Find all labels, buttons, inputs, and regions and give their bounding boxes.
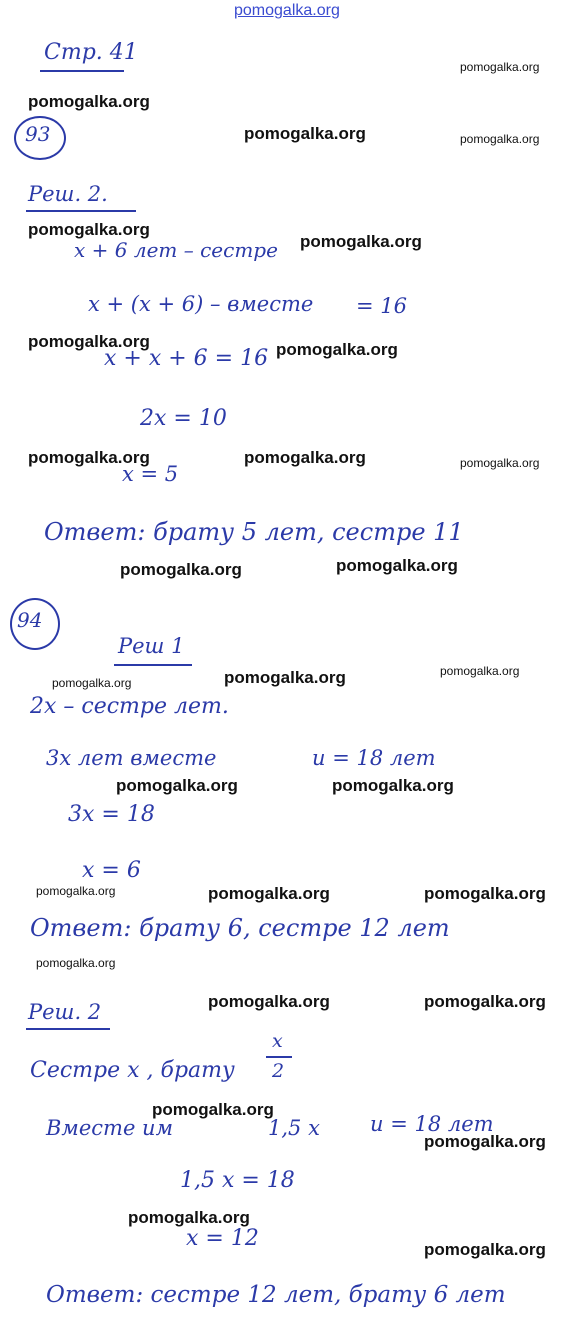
task-94-s2-line-2b: 1,5 x <box>268 1116 320 1140</box>
watermark: pomogalka.org <box>28 332 150 351</box>
watermark: pomogalka.org <box>52 676 132 690</box>
task-94-s1-line-4: x = 6 <box>82 858 141 883</box>
watermark: pomogalka.org <box>208 992 330 1011</box>
watermark: pomogalka.org <box>424 1132 546 1151</box>
task-94-s2-line-1: Сестре x , брату <box>30 1058 235 1083</box>
task-94-s2-line-4: x = 12 <box>186 1226 259 1251</box>
task-93-answer: Ответ: брату 5 лет, сестре 11 <box>44 518 464 546</box>
watermark: pomogalka.org <box>116 776 238 795</box>
watermark: pomogalka.org <box>36 884 116 898</box>
watermark: pomogalka.org <box>460 132 540 146</box>
task-93-line-4: 2x = 10 <box>140 406 227 431</box>
watermark: pomogalka.org <box>460 456 540 470</box>
watermark: pomogalka.org <box>224 668 346 687</box>
watermark: pomogalka.org <box>120 560 242 579</box>
watermark: pomogalka.org <box>336 556 458 575</box>
task-93-number: 93 <box>25 122 51 146</box>
watermark: pomogalka.org <box>208 884 330 903</box>
watermark: pomogalka.org <box>332 776 454 795</box>
fraction-bar <box>266 1056 292 1058</box>
watermark: pomogalka.org <box>28 448 150 467</box>
task-93-line-2: x + (x + 6) – вместе <box>88 292 314 316</box>
task-93-line-3: x + x + 6 = 16 <box>104 346 269 371</box>
watermark: pomogalka.org <box>276 340 398 359</box>
fraction-denominator: 2 <box>272 1060 285 1082</box>
task-94-solution-1-label: Реш 1 <box>118 634 185 658</box>
task-93-line-5: x = 5 <box>122 462 179 486</box>
task-94-answer-2: Ответ: сестре 12 лет, брату 6 лет <box>46 1282 506 1308</box>
task-94-answer-1: Ответ: брату 6, сестре 12 лет <box>30 914 450 942</box>
watermark: pomogalka.org <box>36 956 116 970</box>
task-93-line-1: x + 6 лет – сестре <box>74 238 278 262</box>
watermark: pomogalka.org <box>28 220 150 239</box>
solution-label-underline <box>26 1028 110 1030</box>
task-94-s2-line-2c: и = 18 лет <box>370 1112 494 1136</box>
task-94-s1-line-3: 3x = 18 <box>68 802 155 827</box>
task-93-line-2-value: = 16 <box>356 294 407 318</box>
task-94-solution-2-label: Реш. 2 <box>28 1000 102 1024</box>
task-94-s2-line-2a: Вместе им <box>46 1116 173 1140</box>
task-94-number: 94 <box>17 608 43 632</box>
solution-label-underline <box>114 664 192 666</box>
watermark: pomogalka.org <box>28 92 150 111</box>
watermark: pomogalka.org <box>244 124 366 143</box>
watermark: pomogalka.org <box>424 884 546 903</box>
site-link[interactable]: pomogalka.org <box>234 2 340 19</box>
task-94-s1-line-2-value: и = 18 лет <box>312 746 436 770</box>
task-93-solution-label: Реш. 2. <box>28 182 108 206</box>
watermark: pomogalka.org <box>152 1100 274 1119</box>
watermark: pomogalka.org <box>244 448 366 467</box>
fraction-numerator: x <box>272 1030 283 1052</box>
watermark: pomogalka.org <box>424 1240 546 1259</box>
solution-label-underline <box>26 210 136 212</box>
task-94-s1-line-2: 3x лет вместе <box>46 746 217 770</box>
page-label-underline <box>40 70 124 72</box>
watermark: pomogalka.org <box>440 664 520 678</box>
watermark: pomogalka.org <box>300 232 422 251</box>
page-label: Стр. 41 <box>44 40 138 65</box>
task-94-s2-line-3: 1,5 x = 18 <box>180 1168 295 1193</box>
watermark: pomogalka.org <box>424 992 546 1011</box>
task-94-s1-line-1: 2x – сестре лет. <box>30 694 229 719</box>
watermark: pomogalka.org <box>128 1208 250 1227</box>
watermark: pomogalka.org <box>460 60 540 74</box>
